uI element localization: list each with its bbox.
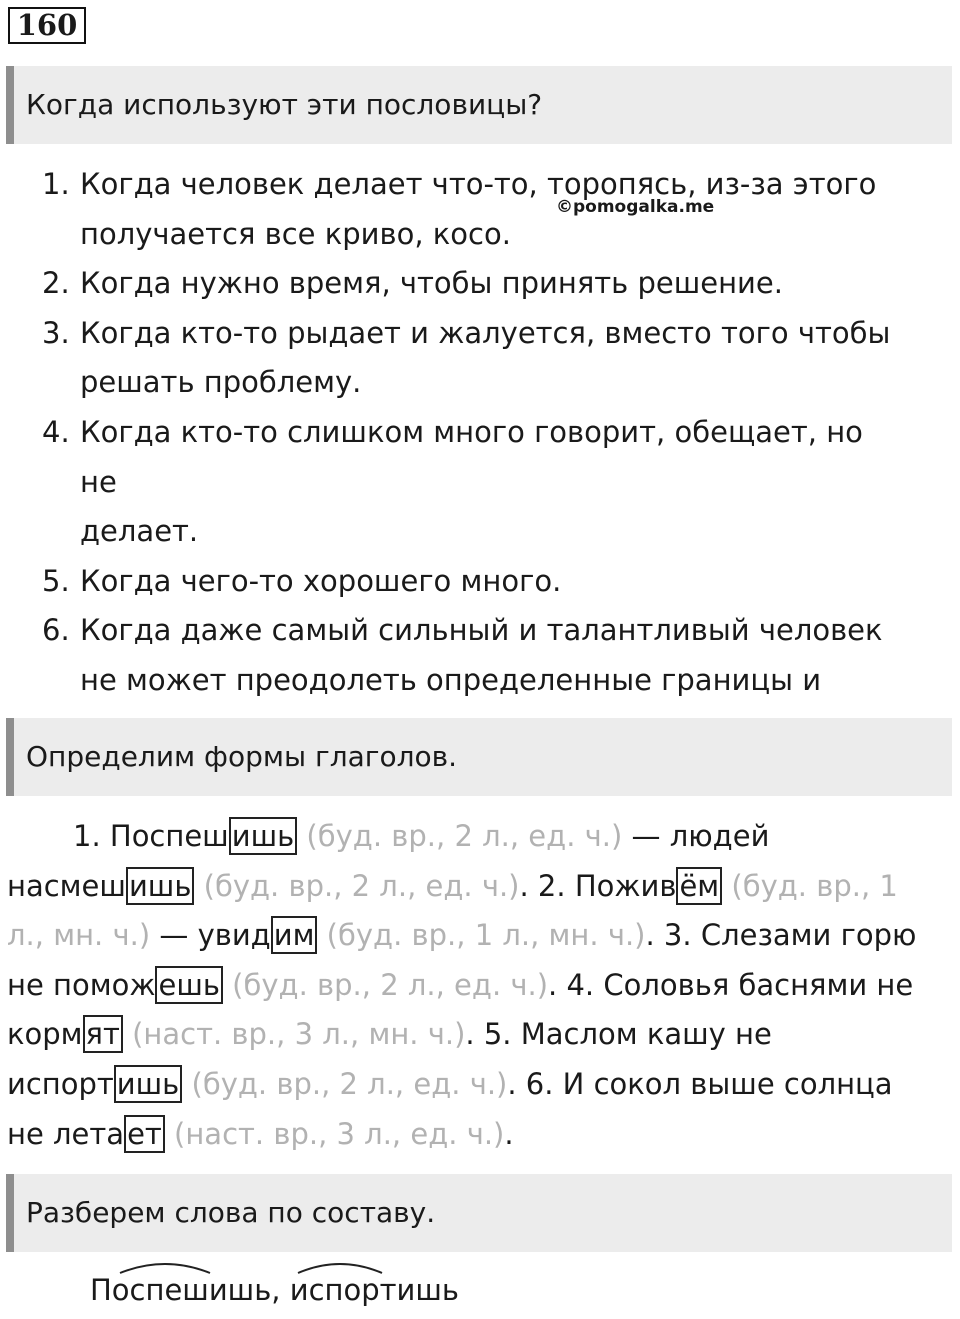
grammar-note: (буд. вр., 2 л., ед. ч.) bbox=[222, 967, 549, 1002]
list-item bbox=[0, 557, 895, 607]
list-item-line: Когда кто-то рыдает и жалуется, вместо того чтобы bbox=[80, 315, 891, 350]
list-item-line: Когда кто-то слишком много говорит, обещает, но не bbox=[80, 414, 863, 499]
analyzed-words: Поспешишь, испортишь bbox=[90, 1273, 460, 1307]
text-line bbox=[7, 862, 942, 912]
text-fragment: не лета bbox=[7, 1116, 125, 1151]
grammar-note: (наст. вр., 3 л., мн. ч.) bbox=[122, 1017, 466, 1052]
grammar-note: л., мн. ч.) bbox=[7, 918, 151, 953]
ending-box: ишь bbox=[126, 867, 194, 905]
ending-box: ишь bbox=[229, 817, 297, 855]
list-number: 2. bbox=[42, 266, 70, 301]
list-item-line: Когда чего-то хорошего много. bbox=[80, 563, 562, 598]
text-line bbox=[7, 812, 942, 862]
text-fragment: . bbox=[504, 1116, 514, 1151]
list-number: 3. bbox=[42, 315, 70, 350]
ending-box: им bbox=[271, 916, 318, 954]
text-fragment: . 5. Маслом кашу не bbox=[465, 1017, 772, 1052]
text-fragment: корм bbox=[7, 1017, 83, 1052]
proverb-usage-list bbox=[0, 160, 895, 755]
list-item-line: Когда нужно время, чтобы принять решение. bbox=[80, 266, 783, 301]
list-item bbox=[0, 408, 895, 557]
list-item bbox=[0, 259, 895, 309]
grammar-note: (наст. вр., 3 л., ед. ч.) bbox=[164, 1116, 505, 1151]
text-fragment: насмеш bbox=[7, 868, 126, 903]
verb-forms-paragraph bbox=[7, 812, 942, 1159]
list-number: 6. bbox=[42, 613, 70, 648]
ending-box: ешь bbox=[155, 966, 222, 1004]
text-fragment: испорт bbox=[7, 1066, 114, 1101]
word-structure-analysis bbox=[90, 1273, 459, 1307]
list-item-line: решать проблему. bbox=[80, 365, 362, 400]
grammar-note: (буд. вр., 1 л., мн. ч.) bbox=[317, 918, 646, 953]
section-heading-verb-forms: Определим формы глаголов. bbox=[6, 718, 952, 796]
list-item bbox=[0, 160, 895, 259]
grammar-note: (буд. вр., 1 bbox=[722, 868, 898, 903]
list-item bbox=[0, 309, 895, 408]
list-number: 5. bbox=[42, 563, 70, 598]
text-line bbox=[7, 1060, 942, 1110]
morpheme-marks bbox=[90, 1253, 470, 1277]
watermark: ©pomogalka.me bbox=[556, 197, 715, 217]
root-arc bbox=[120, 1264, 210, 1273]
text-fragment: не помож bbox=[7, 967, 156, 1002]
text-line bbox=[7, 911, 942, 961]
ending-box: ет bbox=[124, 1115, 165, 1153]
list-item-line: Когда человек делает что-то, торопясь, из-за этого bbox=[80, 167, 877, 201]
ending-box: ят bbox=[83, 1015, 123, 1053]
text-fragment: . 4. Соловья баснями не bbox=[548, 967, 914, 1002]
list-number: 1. bbox=[42, 167, 70, 201]
text-fragment: — людей bbox=[622, 819, 770, 853]
text-line bbox=[7, 961, 942, 1011]
ending-box: ишь bbox=[114, 1065, 182, 1103]
grammar-note: (буд. вр., 2 л., ед. ч.) bbox=[194, 868, 520, 903]
text-line bbox=[7, 1110, 942, 1160]
list-item-line: делает. bbox=[80, 514, 199, 549]
text-line bbox=[7, 1010, 942, 1060]
section-heading-word-structure: Разберем слова по составу. bbox=[6, 1174, 952, 1252]
text-fragment: . 2. Пожив bbox=[519, 868, 677, 903]
list-item-line: Когда даже самый сильный и талантливый человек bbox=[80, 613, 883, 648]
root-arc bbox=[298, 1264, 382, 1273]
ending-box: ём bbox=[676, 867, 722, 905]
list-item-line: получается все криво, косо. bbox=[80, 216, 511, 251]
grammar-note: (буд. вр., 2 л., ед. ч.) bbox=[182, 1066, 508, 1101]
task-number: 160 bbox=[8, 7, 86, 44]
text-fragment: . 6. И сокол выше солнца bbox=[507, 1066, 893, 1101]
list-number: 4. bbox=[42, 414, 70, 449]
text-fragment: — увид bbox=[150, 918, 271, 953]
section-heading-usage: Когда используют эти пословицы? bbox=[6, 66, 952, 144]
grammar-note: (буд. вр., 2 л., ед. ч.) bbox=[297, 819, 623, 853]
text-fragment: . 3. Слезами горю bbox=[645, 918, 917, 953]
list-item-line: не может преодолеть определенные границы и bbox=[80, 662, 822, 697]
text-fragment: 1. Поспеш bbox=[73, 819, 229, 853]
